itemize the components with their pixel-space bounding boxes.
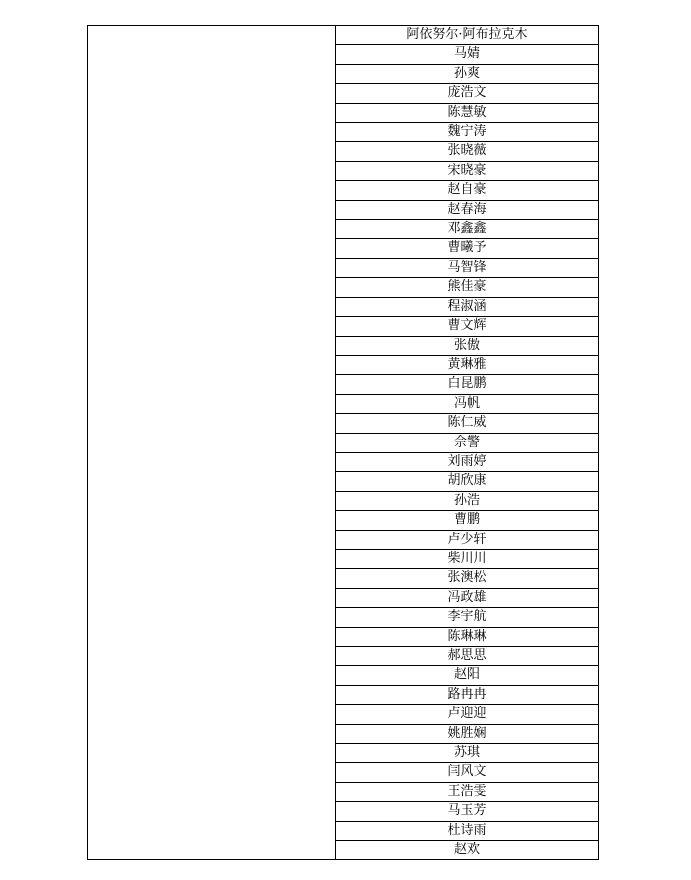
name-cell: 曹文辉 bbox=[336, 317, 599, 336]
name-cell: 冯政雄 bbox=[336, 588, 599, 607]
name-cell: 陈仁威 bbox=[336, 414, 599, 433]
name-cell: 李宇航 bbox=[336, 608, 599, 627]
name-cell: 赵欢 bbox=[336, 841, 599, 860]
name-cell: 熊佳豪 bbox=[336, 278, 599, 297]
name-list-body bbox=[88, 26, 599, 860]
name-list-table bbox=[87, 25, 599, 860]
name-cell: 赵春海 bbox=[336, 200, 599, 219]
name-cell: 路冉冉 bbox=[336, 685, 599, 704]
empty-left-cell bbox=[88, 26, 336, 860]
name-cell: 苏琪 bbox=[336, 744, 599, 763]
name-cell: 陈琳琳 bbox=[336, 627, 599, 646]
name-cell: 王浩雯 bbox=[336, 782, 599, 801]
name-cell: 曹鹏 bbox=[336, 511, 599, 530]
name-cell: 陈慧敏 bbox=[336, 103, 599, 122]
name-cell: 张澳松 bbox=[336, 569, 599, 588]
name-cell: 胡欣康 bbox=[336, 472, 599, 491]
name-cell: 姚胜娴 bbox=[336, 724, 599, 743]
name-cell: 马婧 bbox=[336, 45, 599, 64]
name-cell: 赵阳 bbox=[336, 666, 599, 685]
name-cell: 刘雨婷 bbox=[336, 452, 599, 471]
name-cell: 庞浩文 bbox=[336, 84, 599, 103]
name-cell: 杜诗雨 bbox=[336, 821, 599, 840]
name-cell: 卢迎迎 bbox=[336, 705, 599, 724]
name-cell: 曹曦予 bbox=[336, 239, 599, 258]
name-cell: 闫风文 bbox=[336, 763, 599, 782]
name-cell: 郝思思 bbox=[336, 647, 599, 666]
name-cell: 孙浩 bbox=[336, 491, 599, 510]
name-cell: 马智锋 bbox=[336, 258, 599, 277]
name-cell: 宋晓豪 bbox=[336, 161, 599, 180]
name-cell: 邓鑫鑫 bbox=[336, 220, 599, 239]
name-cell: 黄琳雅 bbox=[336, 355, 599, 374]
name-cell: 冯帆 bbox=[336, 394, 599, 413]
name-cell: 孙爽 bbox=[336, 64, 599, 83]
name-cell: 白昆鹏 bbox=[336, 375, 599, 394]
name-cell: 卢少轩 bbox=[336, 530, 599, 549]
table-row bbox=[88, 26, 599, 45]
name-cell: 魏宁涛 bbox=[336, 123, 599, 142]
name-cell: 马玉芳 bbox=[336, 802, 599, 821]
name-cell: 阿依努尔·阿布拉克木 bbox=[336, 26, 599, 45]
name-cell: 张晓薇 bbox=[336, 142, 599, 161]
name-cell: 赵自豪 bbox=[336, 181, 599, 200]
name-cell: 柴川川 bbox=[336, 549, 599, 568]
name-cell: 张傲 bbox=[336, 336, 599, 355]
name-cell: 佘警 bbox=[336, 433, 599, 452]
name-cell: 程淑涵 bbox=[336, 297, 599, 316]
